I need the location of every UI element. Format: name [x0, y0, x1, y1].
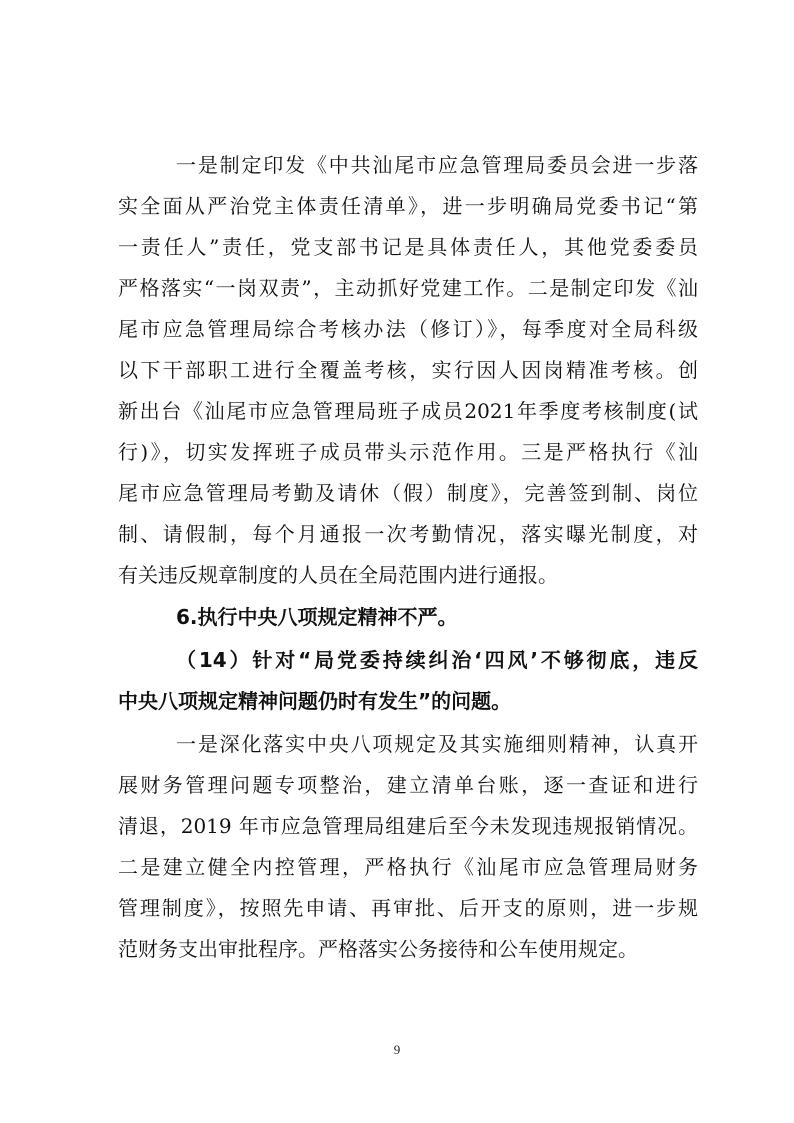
paragraph-2-line-4: 二是建立健全内控管理，严格执行《汕尾市应急管理局财务 [118, 855, 698, 879]
paragraph-1-line-8: 行)》，切实发挥班子成员带头示范作用。三是严格执行《汕 [118, 440, 698, 464]
paragraph-1-line-4: 严格落实“一岗双责”，主动抓好党建工作。二是制定印发《汕 [118, 276, 698, 300]
paragraph-2-line-1: 一是深化落实中央八项规定及其实施细则精神，认真开 [176, 732, 698, 756]
paragraph-1-line-6: 以下干部职工进行全覆盖考核，实行因人因岗精准考核。创 [118, 358, 698, 382]
paragraph-1-line-5: 尾市应急管理局综合考核办法（修订）》，每季度对全局科级 [118, 317, 698, 341]
subsection-heading-line-2: 中央八项规定精神问题仍时有发生”的问题。 [118, 689, 512, 713]
paragraph-1-line-2: 实全面从严治党主体责任清单》，进一步明确局党委书记“第 [118, 194, 698, 218]
paragraph-2-line-2: 展财务管理问题专项整治，建立清单台账，逐一查证和进行 [118, 773, 698, 797]
paragraph-1-line-7: 新出台《汕尾市应急管理局班子成员2021年季度考核制度(试 [118, 399, 698, 423]
page-number: 9 [393, 1042, 401, 1057]
paragraph-2-line-5: 管理制度》，按照先申请、再审批、后开支的原则，进一步规 [118, 896, 698, 920]
paragraph-1-line-10: 制、请假制，每个月通报一次考勤情况，落实曝光制度，对 [118, 522, 698, 546]
section-heading: 6.执行中央八项规定精神不严。 [176, 605, 458, 629]
paragraph-2-line-6: 范财务支出审批程序。严格落实公务接待和公车使用规定。 [118, 937, 638, 961]
paragraph-2-line-3: 清退，2019 年市应急管理局组建后至今未发现违规报销情况。 [118, 814, 698, 838]
paragraph-1-line-11: 有关违反规章制度的人员在全局范围内进行通报。 [118, 563, 558, 587]
paragraph-1-line-1: 一是制定印发《中共汕尾市应急管理局委员会进一步落 [176, 153, 698, 177]
paragraph-1-line-3: 一责任人”责任，党支部书记是具体责任人，其他党委委员 [118, 235, 698, 259]
paragraph-1-line-9: 尾市应急管理局考勤及请休（假）制度》，完善签到制、岗位 [118, 481, 698, 505]
subsection-heading-line-1: （14）针对“局党委持续纠治‘四风’不够彻底，违反 [176, 648, 698, 672]
